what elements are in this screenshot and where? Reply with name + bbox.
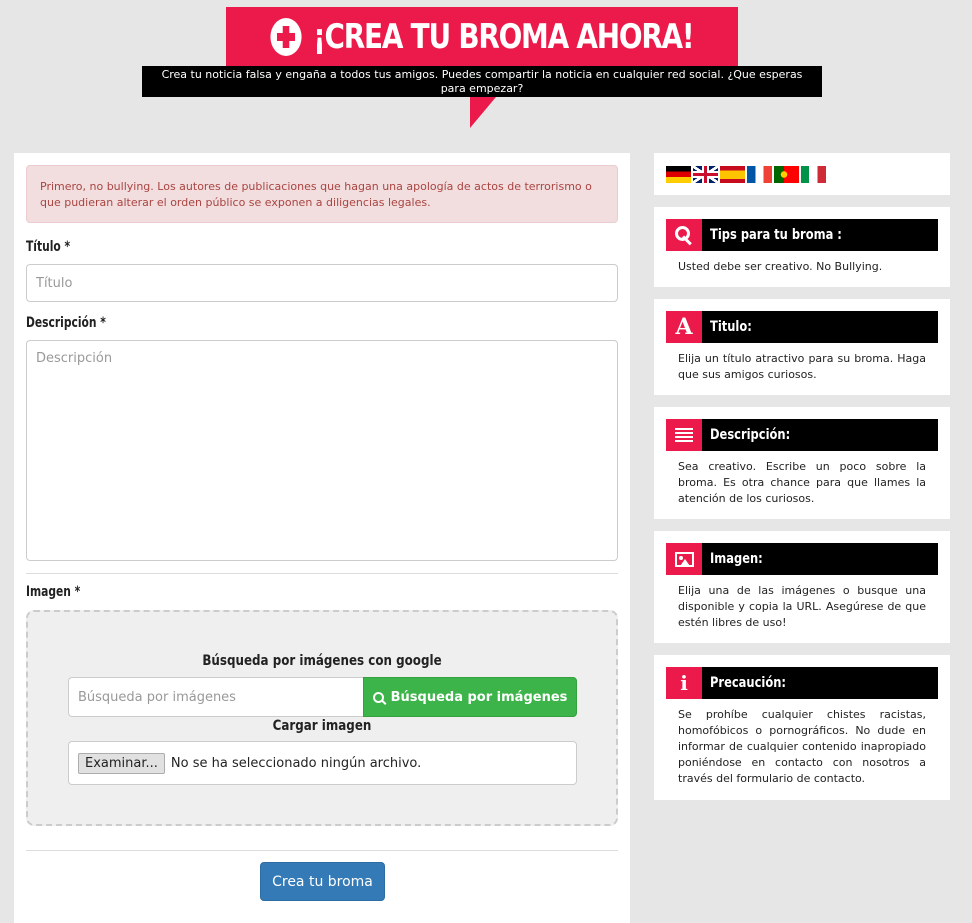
tip-title: Imagen: [710, 551, 763, 567]
image-search-button-label: Búsqueda por imágenes [390, 689, 568, 705]
browse-button[interactable]: Examinar... [78, 753, 165, 774]
text-lines-icon [675, 428, 693, 442]
description-label: Descripción * [26, 315, 106, 331]
tip-icon-box [666, 667, 702, 699]
divider [26, 573, 618, 574]
flag-germany-icon[interactable] [666, 166, 691, 183]
image-label: Imagen * [26, 584, 81, 600]
flag-portugal-icon[interactable] [774, 166, 799, 183]
tip-title: Tips para tu broma : [710, 227, 842, 243]
submit-button[interactable]: Crea tu broma [260, 862, 385, 901]
tip-card-description [654, 407, 950, 519]
plus-circle-icon [271, 18, 302, 56]
key-icon [675, 226, 693, 244]
tip-header [666, 667, 938, 699]
header-banner [226, 7, 738, 67]
tip-icon-box [666, 543, 702, 575]
warning-alert: Primero, no bullying. Los autores de publicaciones que hagan una apología de actos de terrorismo o que pudieran alterar el orden público se exponen a diligencias legales. [26, 165, 618, 223]
tip-header [666, 219, 938, 251]
flag-uk-icon[interactable] [693, 166, 718, 183]
tip-body: Elija un título atractivo para su broma. Haga que sus amigos curiosos. [678, 352, 926, 381]
page-subtitle: Crea tu noticia falsa y engaña a todos tus amigos. Puedes compartir la noticia en cualquier red social. ¿Que esperas para empezar? [142, 66, 822, 97]
tip-title: Precaución: [710, 675, 786, 691]
tip-title: Descripción: [710, 427, 791, 443]
tip-title: Titulo: [710, 319, 752, 335]
divider [26, 850, 618, 851]
tip-icon-box [666, 219, 702, 251]
file-status: No se ha seleccionado ningún archivo. [170, 755, 422, 771]
tip-header [666, 311, 938, 343]
image-dropzone[interactable] [26, 610, 618, 826]
tip-card-caution [654, 655, 950, 800]
letter-a-icon: A [675, 314, 693, 340]
flag-italy-icon[interactable] [801, 166, 826, 183]
tip-card-tips [654, 207, 950, 287]
search-icon [373, 692, 384, 703]
tip-icon-box [666, 419, 702, 451]
image-icon [675, 552, 694, 567]
tip-body: Usted debe ser creativo. No Bullying. [678, 260, 883, 273]
title-label: Título * [26, 239, 71, 255]
file-upload-field[interactable] [68, 741, 577, 785]
banner-pointer [470, 97, 496, 128]
upload-label: Cargar imagen [272, 718, 372, 734]
info-icon: i [680, 671, 688, 695]
tip-card-title [654, 299, 950, 395]
tip-body: Sea creativo. Escribe un poco sobre la broma. Es otra chance para que llames la atención de los curiosos. [678, 460, 926, 505]
google-search-label: Búsqueda por imágenes con google [202, 653, 442, 669]
tip-header [666, 419, 938, 451]
banner-title-row [271, 17, 694, 57]
prank-form [14, 153, 630, 923]
image-search-button[interactable] [363, 677, 577, 717]
tip-body: Elija una de las imágenes o busque una disponible y copia la URL. Asegúrese de que estén libres de uso! [678, 584, 926, 629]
flag-spain-icon[interactable] [720, 166, 745, 183]
title-input[interactable] [26, 264, 618, 302]
image-search-input[interactable] [68, 677, 364, 717]
tip-header [666, 543, 938, 575]
tip-icon-box [666, 311, 702, 343]
flag-france-icon[interactable] [747, 166, 772, 183]
description-textarea[interactable] [26, 340, 618, 561]
language-selector [654, 153, 950, 195]
page-title: ¡CREA TU BROMA AHORA! [313, 17, 694, 57]
tip-card-image [654, 531, 950, 643]
tip-body: Se prohíbe cualquier chistes racistas, homofóbicos o pornográficos. No dude en informar de cualquier contenido inapropiado poniéndose en contacto con nosotros a través del formulario de contacto. [678, 708, 926, 785]
